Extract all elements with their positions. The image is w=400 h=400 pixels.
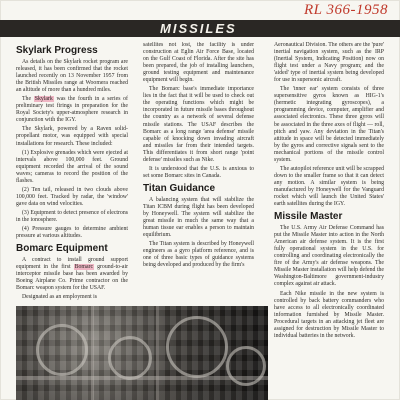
photo-detail (156, 306, 159, 400)
paragraph: As details on the Skylark rocket program are released, it has been confirmed that the rocket launched recently on 13 November 1957 from the British Missiles range at Woomera reached an altitude of more than a hundred miles. (16, 59, 128, 94)
paragraph: It is understood that the U.S. is anxious to set some Bomarc sites in Canada. (143, 165, 254, 179)
photo-detail (36, 324, 88, 376)
photo-detail (108, 336, 152, 380)
section-title: MISSILES (160, 21, 237, 36)
paragraph: Aeronautical Division. The others are the 'pure' inertial navigation system, such as the IRP (Inertial System, Indicating Position) now on flight test under a Navy program; and the 'aided' type of inertial system being developed for use in supersonic aircraft. (274, 42, 384, 84)
photo-detail (226, 346, 266, 386)
paragraph: The Skylark, powered by a Raven solid-propellant motor, was equipped with special installations for research. These included: (16, 126, 128, 147)
heading-bomarc-equipment: Bomarc Equipment (16, 243, 108, 255)
list-item: (3) Equipment to detect presence of electrons in the ionosphere. (16, 209, 128, 223)
text-run: A contract to install ground support equipment in the first (16, 257, 128, 271)
paragraph: The Bomarc base's immediate importance lies in the fact that it will be used to check out the operating functions which might be incorporated in future missile bases throughout the country as a network of several defense missile stations. The USAF describes the Bomarc as a long range 'area defense' missile capable of knocking down invading aircraft and missiles far from their intended targets. This differentiates it from short range 'point defense' missiles such as Nike. (143, 86, 254, 163)
heading-titan-guidance: Titan Guidance (143, 182, 216, 194)
text-run: ground-to-air interceptor missile base has been awarded by Boeing Airplane Co. Prime contractor on the Bomarc weapon system for the USAF. (16, 264, 128, 292)
paragraph: The autopilot reference unit will be scrapped down to the smaller frame so that it can detect any motion. A similar system is being manufactured by Honeywell for the Vanguard rocket which will launch the United States' earth satellites during the IGY. (274, 165, 384, 208)
paragraph: Each Nike missile in the new system is controlled by back battery commanders who have access to all electronically coordinated information furnished by Missile Master. Procedural targets in an attacking jet fleet are assigned for destruction by Missile Master to individual batteries in the network. (274, 290, 384, 339)
paragraph: The U.S. Army Air Defense Command has put the Missile Master into action in the North American air defense system. It is the first fully operational system in the U.S. for controlling and coordinating electronically the fire of the Army's air defense weapons. The Missile Master installation will help defend the Washington-Baltimore government-industry complex against air attack. (274, 225, 384, 288)
photo-detail (16, 376, 268, 380)
text-run: The (22, 96, 34, 103)
photo-detail (91, 306, 94, 400)
list-item: (1) Explosive grenades which were ejected at intervals above 100,000 feet. Ground equipment recorded the arrival of the sound waves; cameras to record the position of the flashes. (16, 149, 128, 184)
factory-photograph (16, 306, 268, 400)
highlighted-term-skylark: Skylark (34, 96, 53, 103)
heading-skylark-progress: Skylark Progress (16, 45, 98, 56)
paragraph: Designated as an employment is (22, 294, 98, 301)
paragraph: The Titan system is described by Honeywell engineers as a gyro platform reference, and is one of three basic types of guidance systems being developed and produced by the firm's (143, 241, 254, 269)
text-run: was the fourth in a series of preliminary test firings in preparation for the Royal Society's upper-atmosphere research in conjunction with the IGY. (16, 96, 128, 124)
list-item: (4) Pressure gauges to determine ambient pressure at various altitudes. (16, 226, 128, 240)
handwritten-reference-mark: RL 366-1958 (304, 2, 388, 18)
highlighted-term-bomarc: Bomarc (74, 264, 94, 271)
column-right (274, 42, 384, 400)
paragraph: The 'inner ear' system consists of three supersensitive gyros known as HIG-1's (hermetic integrating gyroscopes), a programming device, computer, amplifier and associated electronics. These three gyros will be associated in the three axes of flight — roll, pitch and yaw. Any deviation in the Titan's attitude in space will be detected immediately by the gyros and corrective signals sent to the mechanical portions of the missile control system. (274, 86, 384, 163)
paragraph: A balancing system that will stabilize the Titan ICBM during flight has been developed by Honeywell. The system will stabilize the great missile in much the same way that a human tissue ear enables a person to maintain equilibrium. (143, 196, 254, 239)
paragraph (16, 257, 128, 292)
paragraph: satellites not lost, the facility is under construction at Eglin Air Force Base, located on the Gulf Coast of Florida. After the site has been prepared, the job of installing launchers, ground testing equipment and maintenance equipment will begin. (143, 42, 254, 84)
paragraph (16, 96, 128, 124)
section-header-bar (0, 20, 400, 37)
list-item: (2) Ten tail, released in two clouds above 100,000 feet. Tracked by radar, the 'window' gave data on wind velocities. (16, 186, 128, 207)
photo-detail (166, 316, 228, 378)
heading-missile-master: Missile Master (274, 211, 343, 223)
